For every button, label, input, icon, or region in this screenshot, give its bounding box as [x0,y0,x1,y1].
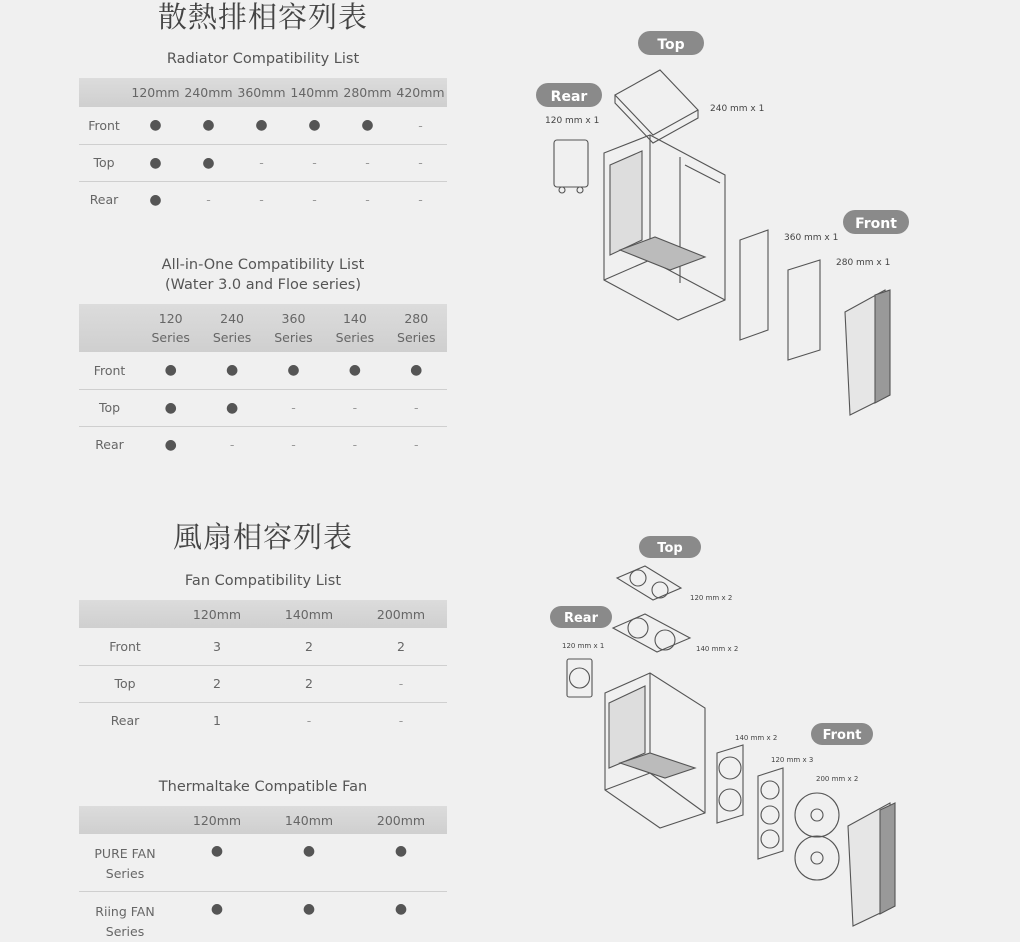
top-fans-120 [617,566,681,600]
dim-top: 240 mm x 1 [710,104,765,114]
table-cell: - [306,713,312,729]
table-row [79,352,447,389]
fan-header-cell: 140mm [284,606,334,622]
radiator-header-cell: 140mm [290,85,339,100]
tt-fan-table [79,806,447,942]
aio-header-bottom: Series [151,330,190,345]
fan-header-row [79,600,447,628]
front-fans-120 [758,768,783,859]
tt-fan-header-cell: 200mm [376,812,426,828]
table-row [79,107,447,144]
table-cell: ● [394,900,408,917]
row-label: Front [79,107,129,144]
rear-radiator [554,140,588,187]
table-cell: ● [341,107,394,144]
dim-front-a: 140 mm x 2 [735,734,778,742]
table-cell: ● [201,389,262,426]
aio-table [79,304,447,463]
dim-front-c: 200 mm x 2 [816,775,859,783]
row-label: Top [79,389,140,426]
radiator-diagram [530,25,920,425]
radiator-header-cell: 280mm [343,85,392,100]
table-cell: - [291,437,296,453]
dim-rear: 120 mm x 1 [562,642,605,650]
table-cell: 2 [171,665,263,702]
tt-fan-header-row [79,806,447,834]
table-cell: 2 [263,628,355,665]
front-label: Front [855,216,897,232]
rear-fan [567,659,592,697]
fan-diagram [545,528,910,933]
table-cell: - [398,713,404,729]
aio-header-cell [324,304,385,352]
table-cell: - [259,192,264,208]
tt-fan-header-cell: 140mm [284,812,334,828]
aio-header-cell [386,304,447,352]
table-cell: ● [386,352,447,389]
row-label: Rear [89,192,119,208]
table-cell: ● [140,352,201,389]
table-cell: ● [355,834,447,891]
aio-header-cell [201,304,262,352]
table-cell: - [324,389,385,426]
tt-fan-title: Thermaltake Compatible Fan [158,779,368,795]
front-radiator-360 [740,230,768,340]
table-cell: - [263,389,324,426]
table-cell: 3 [171,628,263,665]
radiator-header-row [79,78,447,107]
row-label: Front [79,628,171,665]
tt-fan-header-cell [79,806,171,834]
rear-label: Rear [563,611,599,626]
dim-front-b: 120 mm x 3 [771,756,814,764]
table-cell: - [206,192,211,208]
table-cell: ● [302,900,316,917]
table-cell: ● [210,900,224,917]
row-label: Rear [110,713,140,729]
aio-header-cell [140,304,201,352]
aio-header-bottom: Series [397,330,436,345]
aio-header-bottom: Series [335,330,375,345]
row-label: Front [79,352,140,389]
pc-case [604,135,725,320]
table-cell: ● [235,107,288,144]
table-cell: - [229,437,235,453]
front-fans-140 [717,745,743,823]
radiator-header-cell: 120mm [131,85,180,100]
table-cell: - [341,144,394,181]
table-row [79,426,447,463]
tt-fan-header-cell: 120mm [192,812,242,828]
front-fans-200 [795,793,839,880]
fan-title-en: Fan Compatibility List [184,573,342,589]
aio-header-bottom: Series [212,330,252,345]
aio-header-top: 280 [404,311,429,326]
aio-header-top: 120 [158,311,183,326]
table-row [79,181,447,218]
dim-front-a: 360 mm x 1 [784,233,839,243]
table-cell: ● [263,352,324,389]
table-cell: 1 [213,713,221,729]
table-cell: 2 [263,665,355,702]
radiator-header-cell: 360mm [237,85,286,100]
top-label: Top [657,37,685,53]
table-cell: ● [182,144,235,181]
front-label: Front [822,728,862,743]
aio-title-line2: (Water 3.0 and Floe series) [164,277,362,293]
table-cell: ● [140,389,201,426]
table-cell: ● [149,191,162,208]
row-label-line2: Series [105,923,145,939]
top-fans-140 [613,614,690,652]
row-label [79,834,171,891]
table-row [79,628,447,665]
fan-header-cell: 120mm [192,606,242,622]
radiator-title-cn: 散熱排相容列表 [157,0,368,34]
aio-header-row [79,304,447,352]
top-label: Top [657,541,683,556]
dim-top-b: 140 mm x 2 [696,645,739,653]
table-cell: ● [263,834,355,891]
table-row [79,389,447,426]
row-label: Rear [95,437,124,453]
table-cell: - [288,144,341,181]
table-cell: - [394,107,447,144]
fan-title-cn: 風扇相容列表 [172,520,353,554]
table-cell: - [235,144,288,181]
front-radiator-280 [788,260,820,360]
radiator-table [79,78,447,218]
table-cell: - [394,144,447,181]
table-row [79,665,447,702]
dim-top-a: 120 mm x 2 [690,594,733,602]
table-row [79,702,447,739]
table-cell: ● [324,352,385,389]
table-row [79,144,447,181]
table-cell: ● [288,107,341,144]
table-cell: - [414,437,419,453]
table-cell: ● [129,107,182,144]
aio-header-top: 240 [220,311,245,326]
radiator-title-en: Radiator Compatibility List [166,51,360,67]
table-cell: - [365,192,370,208]
aio-header-top: 140 [342,311,367,326]
table-cell: ● [164,436,177,453]
fan-header-cell: 200mm [376,606,426,622]
aio-title-line1: All-in-One Compatibility List [161,257,365,273]
table-cell: ● [182,107,235,144]
table-cell: - [418,192,423,208]
dim-front-b: 280 mm x 1 [836,258,891,268]
table-cell: ● [171,834,263,891]
table-cell: - [352,437,358,453]
pc-case [605,673,705,828]
dim-rear: 120 mm x 1 [545,116,600,126]
aio-header-cell [79,304,140,352]
table-cell: - [386,389,447,426]
table-row [79,891,447,942]
aio-header-cell [263,304,324,352]
row-label-line1: Riing FAN [95,903,155,919]
table-row [79,834,447,891]
fan-table [79,600,447,739]
radiator-header-cell: 240mm [184,85,233,100]
table-cell: 2 [355,628,447,665]
row-label-line2: Series [105,866,145,881]
aio-header-top: 360 [281,311,306,326]
radiator-header-cell [79,78,129,107]
row-label: Top [79,665,171,702]
fan-header-cell [79,600,171,628]
table-cell: ● [129,144,182,181]
radiator-header-cell: 420mm [396,85,445,100]
row-label-line1: PURE FAN [94,846,156,861]
row-label [79,891,171,942]
table-cell: ● [201,352,262,389]
row-label: Top [79,144,129,181]
aio-header-bottom: Series [274,330,313,345]
rear-label: Rear [550,89,588,105]
table-cell: - [355,665,447,702]
table-cell: - [312,192,317,208]
